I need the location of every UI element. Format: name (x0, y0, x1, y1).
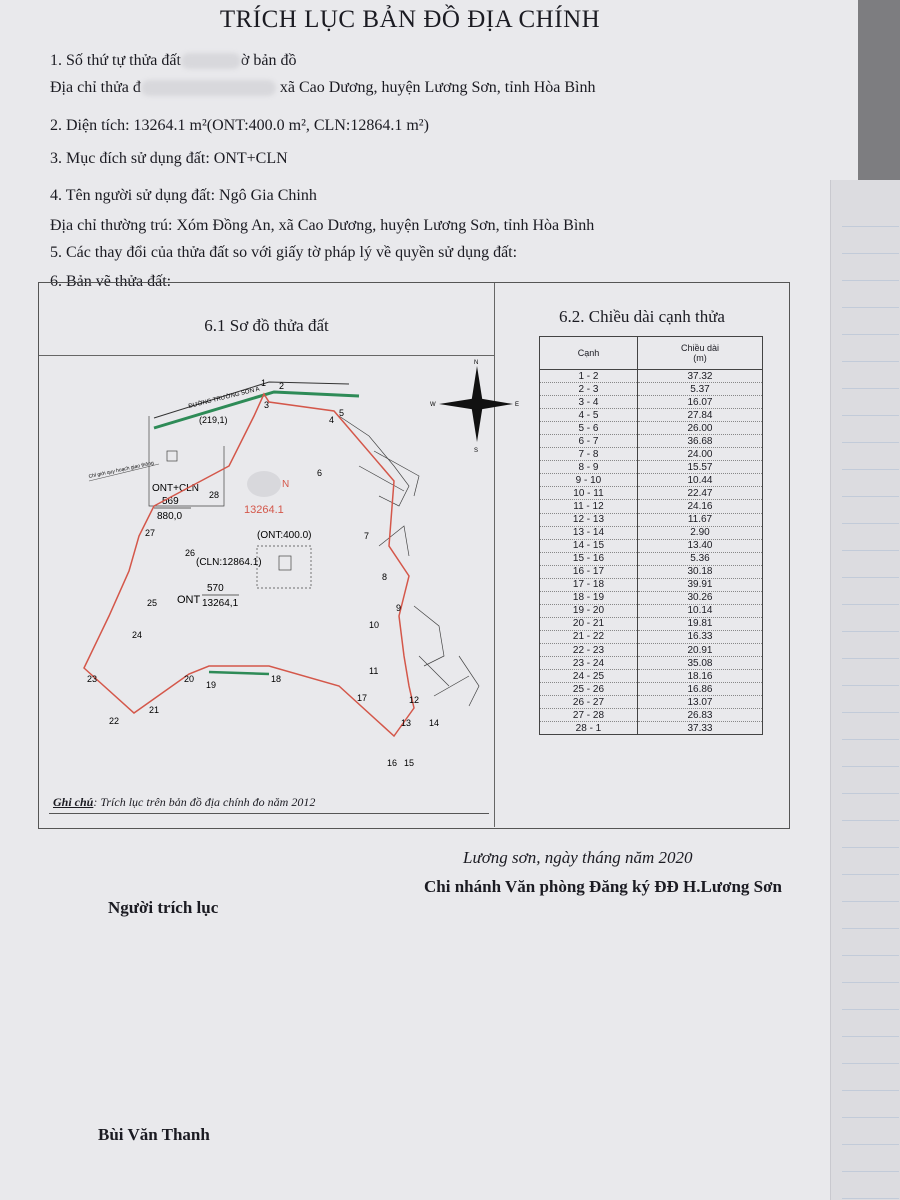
table-row (540, 487, 763, 500)
edge-cell: 19 - 20 (540, 604, 638, 617)
length-cell: 15.57 (637, 461, 762, 474)
table-row (540, 630, 763, 643)
table-row (540, 370, 763, 383)
table-row (540, 670, 763, 683)
parcel-total: 13264,1 (202, 598, 239, 609)
length-cell: 5.36 (637, 552, 762, 565)
table-row (540, 722, 763, 735)
vertex-label: 6 (317, 468, 323, 478)
length-cell: 26.00 (637, 422, 762, 435)
vertex-label: 23 (87, 674, 98, 684)
redaction (181, 53, 241, 69)
edge-cell: 14 - 15 (540, 539, 638, 552)
diagram-heading: 6.1 Sơ đồ thửa đất (204, 316, 329, 335)
road-label: ĐƯỜNG TRƯỜNG SƠN A (188, 386, 261, 410)
edge-cell: 10 - 11 (540, 487, 638, 500)
table-row (540, 604, 763, 617)
parcel-number-prefix: 1. Số thứ tự thửa đất (50, 52, 181, 69)
edge-cell: 12 - 13 (540, 513, 638, 526)
vertex-label: 10 (369, 620, 380, 630)
table-row (540, 526, 763, 539)
diagram-note (53, 795, 315, 810)
document-title: TRÍCH LỤC BẢN ĐỒ ĐỊA CHÍNH (219, 6, 601, 33)
ruled-lines (842, 200, 899, 1200)
parcel-number-suffix: ờ bản đồ (240, 52, 297, 69)
note-rule (49, 813, 489, 814)
table-row (540, 683, 763, 696)
length-cell: 36.68 (637, 435, 762, 448)
edge-cell: 1 - 2 (540, 370, 638, 383)
length-cell: 16.33 (637, 630, 762, 643)
length-cell: 10.44 (637, 474, 762, 487)
length-cell: 13.07 (637, 696, 762, 709)
table-row (540, 513, 763, 526)
drawing-line: 6. Bản vẽ thửa đất: (50, 273, 172, 290)
redaction (247, 471, 281, 497)
length-cell: 11.67 (637, 513, 762, 526)
length-cell: 16.86 (637, 683, 762, 696)
edge-cell: 15 - 16 (540, 552, 638, 565)
vertex-label: 8 (382, 572, 388, 582)
table-row (540, 474, 763, 487)
table-row (540, 500, 763, 513)
edge-cell: 28 - 1 (540, 722, 638, 735)
compass-w: W (430, 402, 436, 408)
length-cell: 37.32 (637, 370, 762, 383)
parcel-address-line (50, 79, 595, 97)
parcel-type: ONT (177, 594, 201, 606)
table-row (540, 461, 763, 474)
col-length-l2: (m) (693, 353, 707, 363)
length-cell: 24.00 (637, 448, 762, 461)
area-line: 2. Diện tích: 13264.1 m²(ONT:400.0 m², CLN:12864.1 m²) (50, 117, 429, 134)
road-code: (219,1) (199, 415, 228, 425)
table-row (540, 617, 763, 630)
compass-n: N (474, 360, 479, 366)
vertex-label: 7 (364, 531, 370, 541)
table-row (540, 448, 763, 461)
col-length-l1: Chiều dài (680, 343, 719, 353)
compass-s: S (474, 448, 479, 454)
table-header (540, 337, 763, 370)
divider (494, 283, 495, 827)
edge-cell: 7 - 8 (540, 448, 638, 461)
table-row (540, 396, 763, 409)
edge-cell: 9 - 10 (540, 474, 638, 487)
stream (209, 672, 269, 674)
neighbor-area: 880,0 (157, 511, 183, 522)
vertex-label: 14 (429, 718, 440, 728)
purpose-line: 3. Mục đích sử dụng đất: ONT+CLN (50, 150, 288, 167)
edge-cell: 5 - 6 (540, 422, 638, 435)
edge-cell: 2 - 3 (540, 383, 638, 396)
boundary-note: Chỉ giới quy hoạch giao thông (88, 460, 155, 480)
edge-cell: 3 - 4 (540, 396, 638, 409)
vertex-label: 4 (329, 415, 335, 425)
table-row (540, 539, 763, 552)
table-row (540, 591, 763, 604)
vertex-label: 18 (271, 674, 282, 684)
office-label: Chi nhánh Văn phòng Đăng ký ĐĐ H.Lương Sơn (424, 877, 783, 896)
ont-area: (ONT:400.0) (257, 530, 312, 541)
length-cell: 22.47 (637, 487, 762, 500)
owner-line: 4. Tên người sử dụng đất: Ngô Gia Chinh (50, 187, 317, 204)
length-cell: 39.91 (637, 578, 762, 591)
parcel-diagram (39, 356, 520, 826)
cln-area: (CLN:12864.1) (196, 557, 262, 568)
length-cell: 37.33 (637, 722, 762, 735)
date-line: Lương sơn, ngày tháng năm 2020 (463, 848, 693, 867)
compass (430, 360, 519, 454)
length-cell: 2.90 (637, 526, 762, 539)
vertex-label: 5 (339, 408, 345, 418)
edge-cell: 17 - 18 (540, 578, 638, 591)
table-row (540, 643, 763, 656)
parcel-number-line (50, 52, 296, 70)
vertex-label: 11 (369, 666, 379, 676)
length-cell: 18.16 (637, 670, 762, 683)
edge-cell: 6 - 7 (540, 435, 638, 448)
table-row (540, 696, 763, 709)
length-cell: 26.83 (637, 709, 762, 722)
note-label: Ghi chú (53, 795, 94, 809)
vertex-label: 2 (279, 381, 285, 391)
edge-cell: 20 - 21 (540, 617, 638, 630)
vertex-label: 28 (209, 490, 220, 500)
road (88, 382, 359, 481)
vertex-label: 17 (357, 693, 368, 703)
length-cell: 30.26 (637, 591, 762, 604)
parcel-area: 13264.1 (244, 504, 284, 516)
edge-cell: 27 - 28 (540, 709, 638, 722)
length-cell: 20.91 (637, 643, 762, 656)
edge-cell: 24 - 25 (540, 670, 638, 683)
signer-name: Bùi Văn Thanh (98, 1125, 210, 1144)
length-cell: 13.40 (637, 539, 762, 552)
length-cell: 30.18 (637, 565, 762, 578)
compass-e: E (515, 402, 520, 408)
table-row (540, 552, 763, 565)
table-row (540, 409, 763, 422)
parcel-label: N (282, 479, 290, 490)
extractor-label: Người trích lục (108, 898, 219, 917)
vertex-label: 9 (396, 603, 402, 613)
edge-cell: 25 - 26 (540, 683, 638, 696)
length-cell: 27.84 (637, 409, 762, 422)
note-text: : Trích lục trên bản đồ địa chính đo năm 2012 (93, 795, 316, 809)
edge-cell: 13 - 14 (540, 526, 638, 539)
table-row (540, 709, 763, 722)
vertex-label: 13 (401, 718, 412, 728)
table-row (540, 383, 763, 396)
length-cell: 35.08 (637, 657, 762, 670)
neighbor-number: 569 (162, 496, 179, 507)
vertex-label: 25 (147, 598, 158, 608)
vertex-label: 26 (185, 548, 196, 558)
length-cell: 24.16 (637, 500, 762, 513)
edge-cell: 22 - 23 (540, 643, 638, 656)
vertex-label: 22 (109, 716, 120, 726)
vertex-label: 21 (149, 705, 160, 715)
neighbor-type: ONT+CLN (152, 483, 199, 494)
length-cell: 19.81 (637, 617, 762, 630)
edge-cell: 23 - 24 (540, 657, 638, 670)
redaction (141, 80, 276, 96)
vertex-label: 15 (404, 758, 415, 768)
parcel-number: 570 (207, 583, 224, 594)
vertex-label: 16 (387, 758, 398, 768)
edges-heading: 6.2. Chiều dài cạnh thửa (559, 307, 725, 326)
table-row (540, 422, 763, 435)
edge-cell: 4 - 5 (540, 409, 638, 422)
address-prefix: Địa chỉ thửa đ (50, 79, 141, 96)
vertex-label: 20 (184, 674, 195, 684)
edges-table (539, 336, 763, 735)
edge-cell: 8 - 9 (540, 461, 638, 474)
table-row (540, 565, 763, 578)
address-suffix: xã Cao Dương, huyện Lương Sơn, tỉnh Hòa Bình (279, 79, 596, 96)
edge-cell: 26 - 27 (540, 696, 638, 709)
length-cell: 10.14 (637, 604, 762, 617)
edge-cell: 16 - 17 (540, 565, 638, 578)
changes-line: 5. Các thay đổi của thửa đất so với giấy tờ pháp lý về quyền sử dụng đất: (50, 244, 518, 261)
table-row (540, 578, 763, 591)
vertex-label: 19 (206, 680, 217, 690)
length-cell: 16.07 (637, 396, 762, 409)
vertex-label: 1 (261, 378, 267, 388)
col-length (637, 337, 762, 370)
residence-line: Địa chỉ thường trú: Xóm Đồng An, xã Cao Dương, huyện Lương Sơn, tỉnh Hòa Bình (50, 217, 595, 234)
edge-cell: 21 - 22 (540, 630, 638, 643)
col-edge: Cạnh (540, 337, 638, 370)
table-row (540, 435, 763, 448)
vertex-label: 12 (409, 695, 420, 705)
edge-cell: 18 - 19 (540, 591, 638, 604)
table-row (540, 657, 763, 670)
edge-cell: 11 - 12 (540, 500, 638, 513)
length-cell: 5.37 (637, 383, 762, 396)
drawing-frame (38, 282, 790, 829)
vertex-label: 24 (132, 630, 143, 640)
vertex-label: 3 (264, 400, 270, 410)
vertex-label: 27 (145, 528, 156, 538)
